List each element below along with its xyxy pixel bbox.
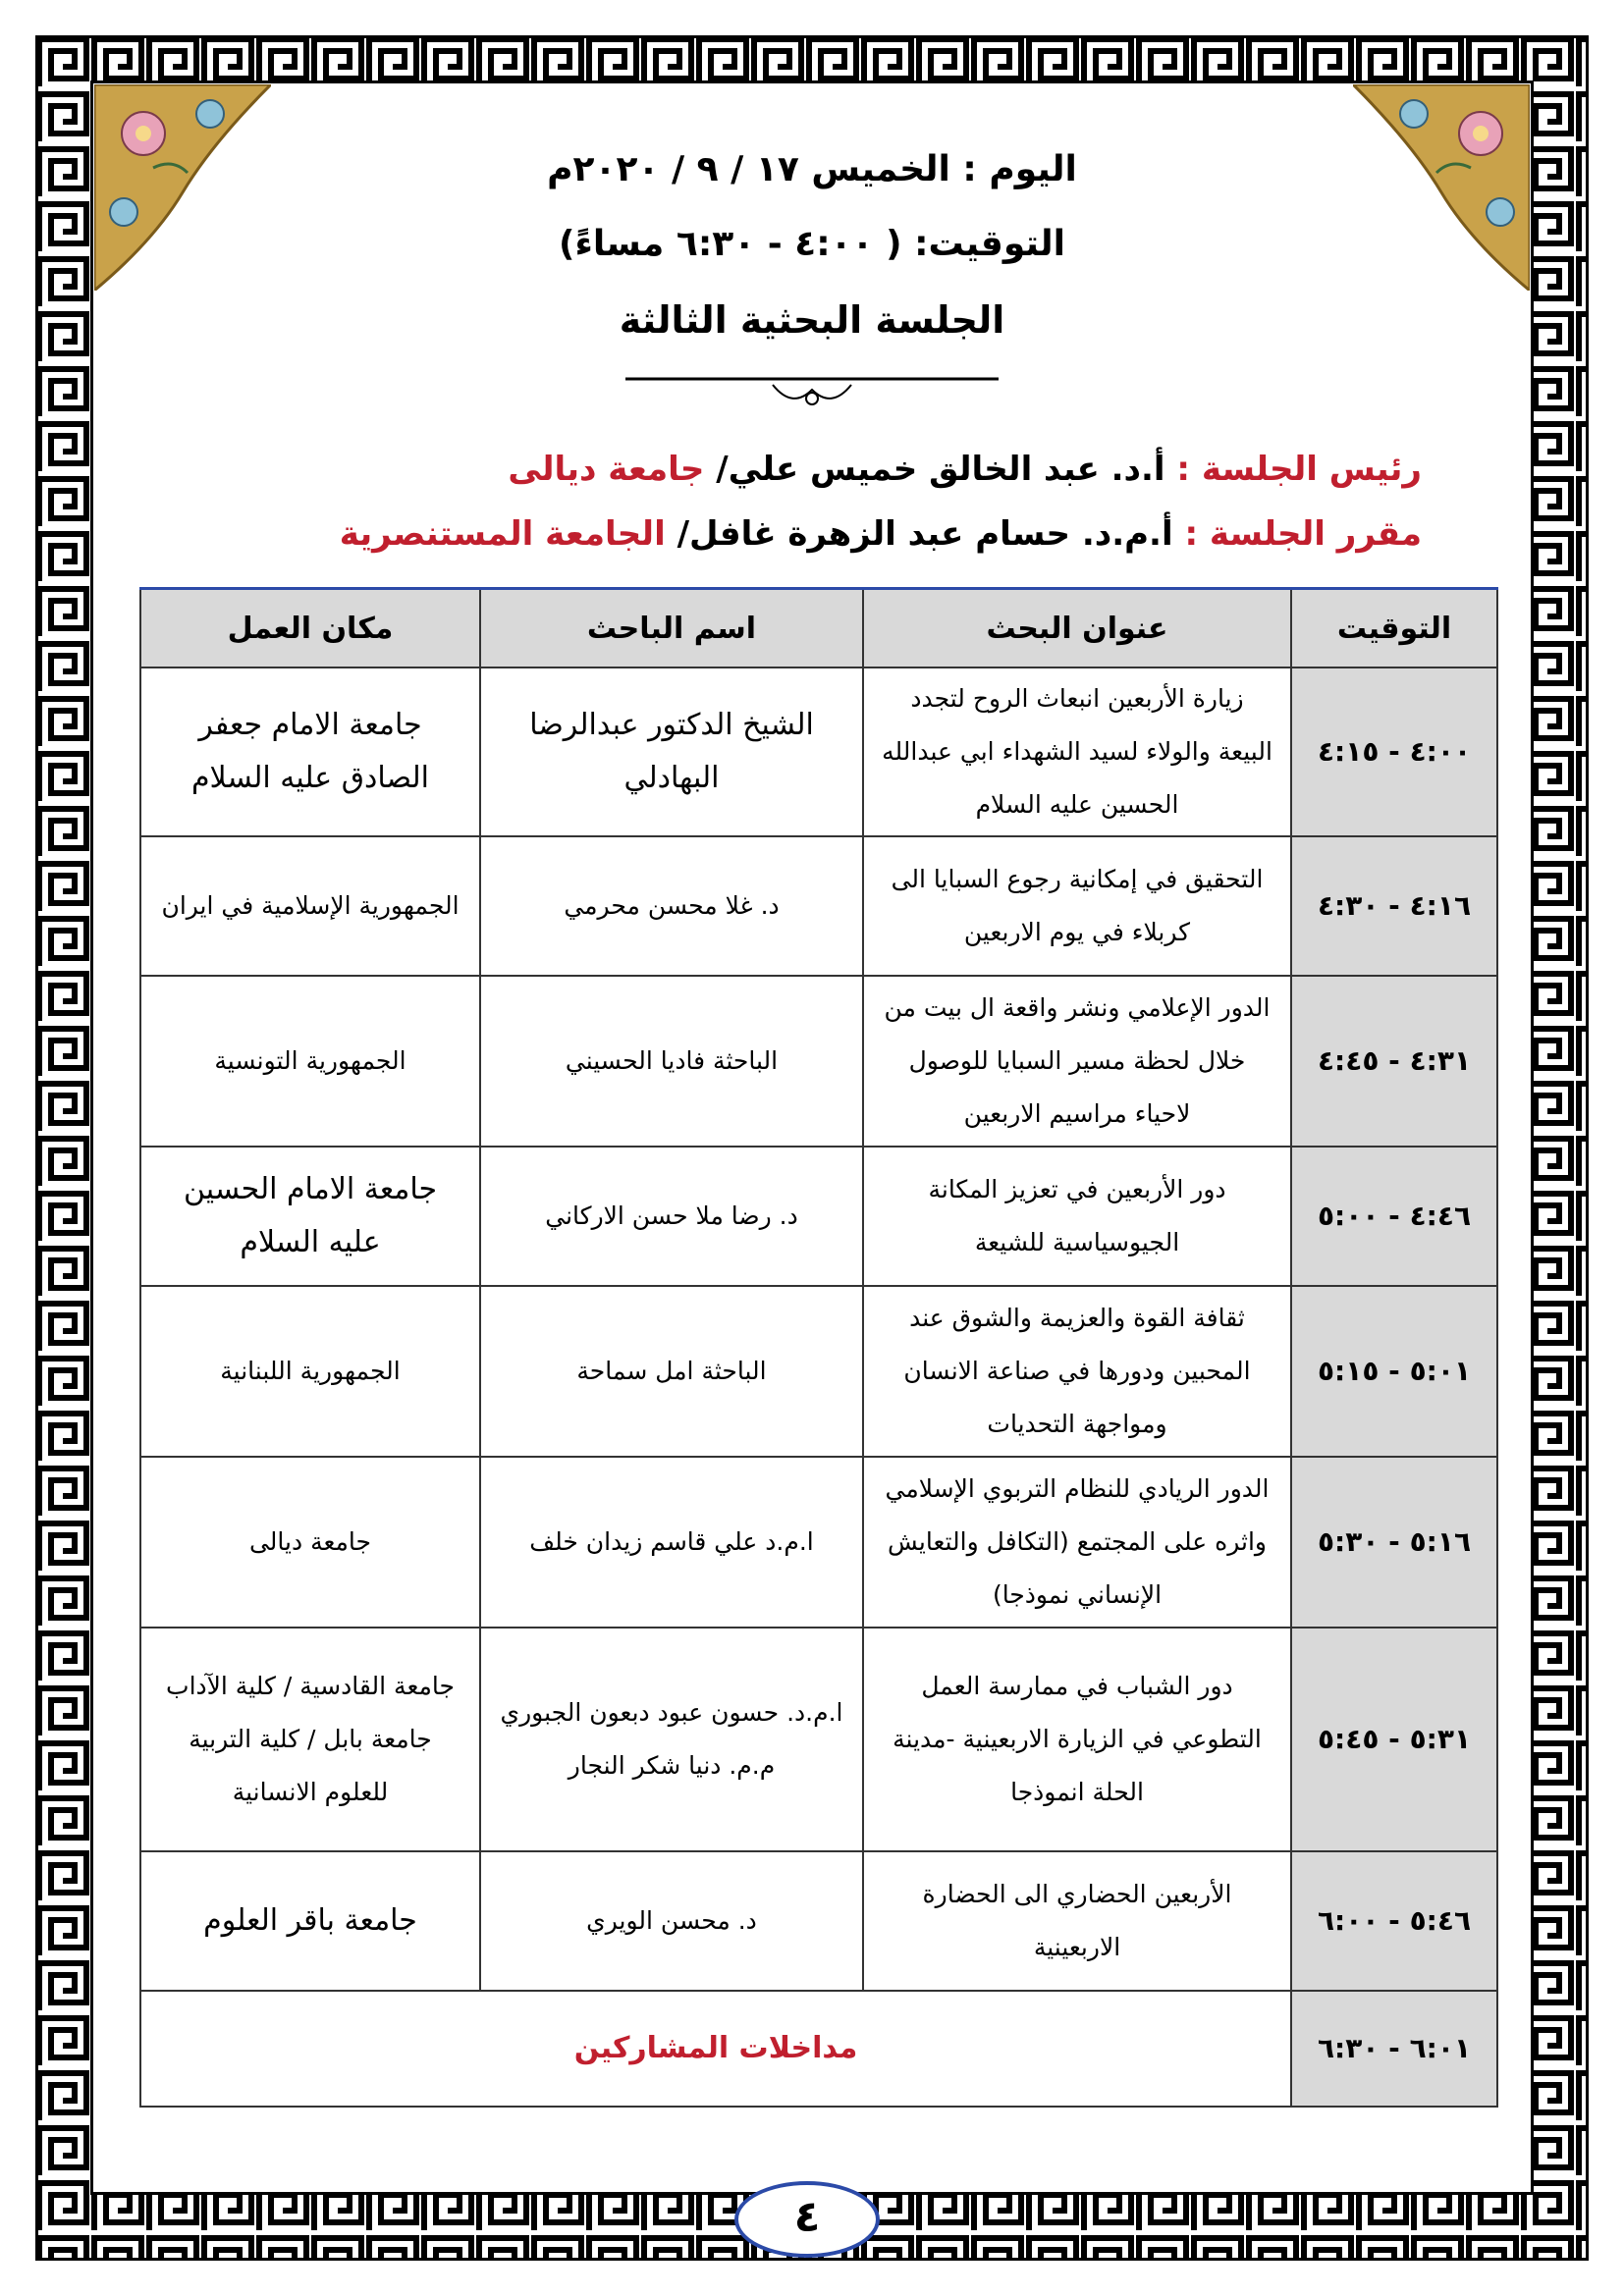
researcher-cell: د. محسن الويري: [480, 1851, 863, 1991]
time-cell: ٥:٤٦ - ٦:٠٠: [1291, 1851, 1497, 1991]
column-header-researcher: اسم الباحث: [480, 589, 863, 668]
table-row: [140, 1147, 1497, 1286]
researcher-cell: ا.م.د. حسون عبود دبعون الجبوري م.م. دنيا شكر النجار: [480, 1628, 863, 1851]
schedule-table: [139, 587, 1498, 2108]
workplace-cell: جامعة الامام جعفر الصادق عليه السلام: [140, 667, 480, 836]
participants-discussion-cell: مداخلات المشاركين: [140, 1991, 1291, 2107]
time-cell: ٥:١٦ - ٥:٣٠: [1291, 1457, 1497, 1628]
title-cell: دور الأربعين في تعزيز المكانة الجيوسياسية للشيعة: [863, 1147, 1291, 1286]
workplace-cell: جامعة الامام الحسين عليه السلام: [140, 1147, 480, 1286]
workplace-cell: الجمهورية الإسلامية في ايران: [140, 836, 480, 976]
table-row: [140, 667, 1497, 836]
session-rapporteur: [340, 514, 1422, 554]
time-cell: ٥:٠١ - ٥:١٥: [1291, 1286, 1497, 1457]
session-time: التوقيت: ( ٤:٠٠ - ٦:٣٠ مساءً): [559, 224, 1065, 264]
researcher-cell: الشيخ الدكتور عبدالرضا البهادلي: [480, 667, 863, 836]
session-title: الجلسة البحثية الثالثة: [619, 298, 1005, 342]
table-row: [140, 976, 1497, 1147]
workplace-cell: الجمهورية التونسية: [140, 976, 480, 1147]
session-date: اليوم : الخميس ١٧ / ٩ / ٢٠٢٠م: [547, 149, 1077, 189]
researcher-cell: الباحثة امل سماحة: [480, 1286, 863, 1457]
workplace-cell: جامعة القادسية / كلية الآداب جامعة بابل / كلية التربية للعلوم الانسانية: [140, 1628, 480, 1851]
table-row: [140, 1851, 1497, 1991]
table-row: [140, 1286, 1497, 1457]
table-row: [140, 1628, 1497, 1851]
time-cell: ٦:٠١ - ٦:٣٠: [1291, 1991, 1497, 2107]
column-header-time: التوقيت: [1291, 589, 1497, 668]
researcher-cell: د. غلا محسن محرمي: [480, 836, 863, 976]
chair-affiliation: جامعة ديالى: [508, 450, 705, 489]
title-cell: الأربعين الحضاري الى الحضارة الاربعينية: [863, 1851, 1291, 1991]
title-cell: الدور الإعلامي ونشر واقعة ال بيت من خلال لحظة مسير السبايا للوصول لاحياء مراسيم الاربعين: [863, 976, 1291, 1147]
table-row: [140, 836, 1497, 976]
time-cell: ٥:٣١ - ٥:٤٥: [1291, 1628, 1497, 1851]
time-cell: ٤:٠٠ - ٤:١٥: [1291, 667, 1497, 836]
title-cell: دور الشباب في ممارسة العمل التطوعي في الزيارة الاربعينية -مدينة الحلة انموذجا: [863, 1628, 1291, 1851]
time-cell: ٤:١٦ - ٤:٣٠: [1291, 836, 1497, 976]
rapporteur-label: مقرر الجلسة :: [1184, 514, 1422, 554]
title-cell: زيارة الأربعين انبعاث الروح لتجدد البيعة والولاء لسيد الشهداء ابي عبدالله الحسين عليه السلام: [863, 667, 1291, 836]
chair-name: أ.د. عبد الخالق خميس علي/: [716, 450, 1165, 489]
divider-ornament: [625, 365, 999, 414]
researcher-cell: ا.م.د علي قاسم زيدان خلف: [480, 1457, 863, 1628]
rapporteur-name: أ.م.د. حسام عبد الزهرة غافل/: [677, 514, 1173, 554]
page-number: ٤: [734, 2181, 880, 2258]
table-row: [140, 1457, 1497, 1628]
time-cell: ٤:٣١ - ٤:٤٥: [1291, 976, 1497, 1147]
title-cell: ثقافة القوة والعزيمة والشوق عند المحبين ودورها في صناعة الانسان ومواجهة التحديات: [863, 1286, 1291, 1457]
researcher-cell: د. رضا ملا حسن الاركاني: [480, 1147, 863, 1286]
workplace-cell: جامعة ديالى: [140, 1457, 480, 1628]
time-cell: ٤:٤٦ - ٥:٠٠: [1291, 1147, 1497, 1286]
workplace-cell: جامعة باقر العلوم: [140, 1851, 480, 1991]
chair-label: رئيس الجلسة :: [1176, 450, 1422, 489]
column-header-workplace: مكان العمل: [140, 589, 480, 668]
table-header-row: [140, 589, 1497, 668]
column-header-title: عنوان البحث: [863, 589, 1291, 668]
researcher-cell: الباحثة فاديا الحسيني: [480, 976, 863, 1147]
rapporteur-affiliation: الجامعة المستنصرية: [339, 514, 666, 554]
title-cell: الدور الريادي للنظام التربوي الإسلامي واثره على المجتمع (التكافل والتعايش الإنساني نموذجا): [863, 1457, 1291, 1628]
title-cell: التحقيق في إمكانية رجوع السبايا الى كربلاء في يوم الاربعين: [863, 836, 1291, 976]
session-chair: [508, 450, 1422, 489]
workplace-cell: الجمهورية اللبنانية: [140, 1286, 480, 1457]
table-row-participants: [140, 1991, 1497, 2107]
